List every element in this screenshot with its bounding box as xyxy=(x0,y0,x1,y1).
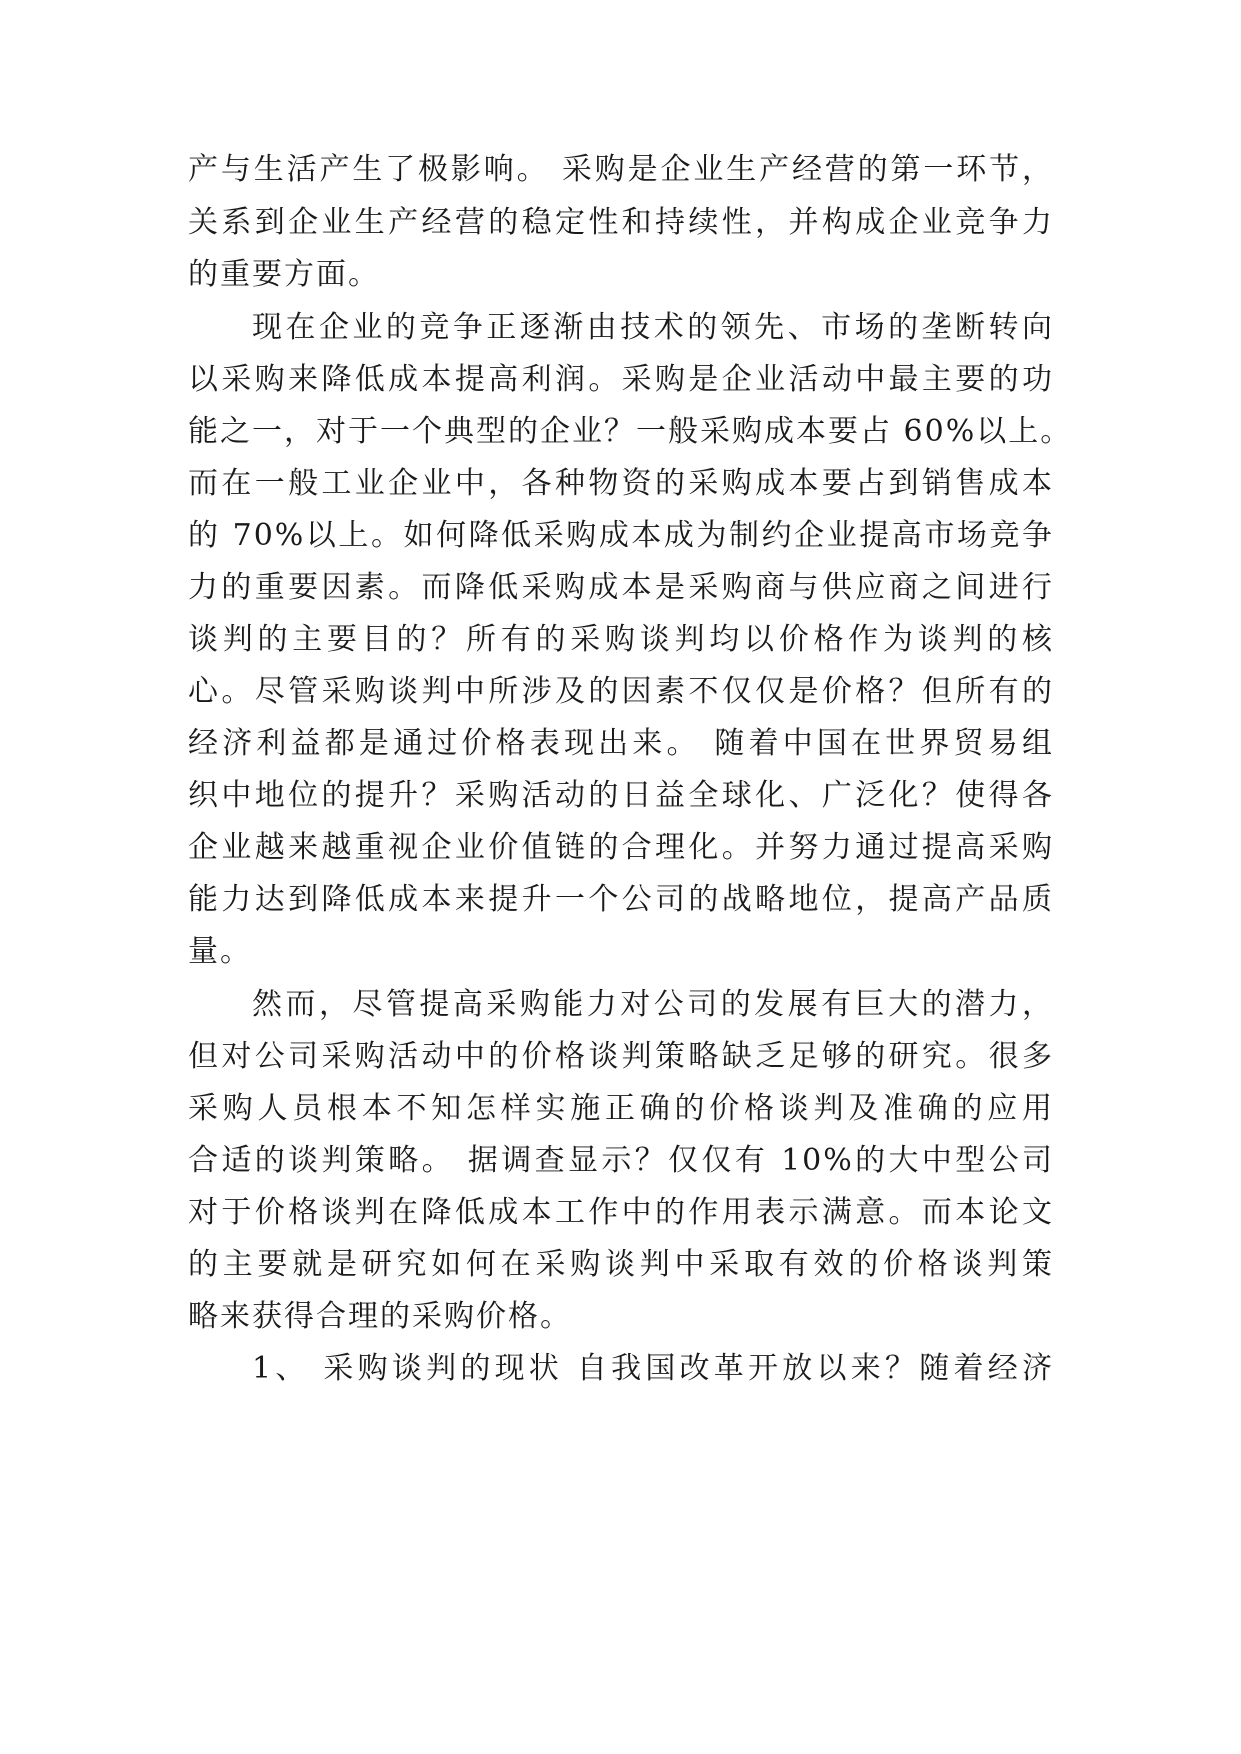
text-line: 的 70%以上。如何降低采购成本成为制约企业提高市场竞争 xyxy=(188,518,1054,553)
text-line: 而在一般工业企业中，各种物资的采购成本要占到销售成本 xyxy=(188,466,1054,501)
text-line: 对于价格谈判在降低成本工作中的作用表示满意。而本论文 xyxy=(188,1195,1054,1230)
text-line: 但对公司采购活动中的价格谈判策略缺乏足够的研究。很多 xyxy=(188,1039,1054,1074)
text-line: 关系到企业生产经营的稳定性和持续性，并构成企业竞争力 xyxy=(188,205,1054,240)
text-line: 织中地位的提升？采购活动的日益全球化、广泛化？使得各 xyxy=(188,778,1054,813)
text-line: 合适的谈判策略。 据调查显示？仅仅有 10%的大中型公司 xyxy=(188,1143,1054,1178)
text-line: 能之一，对于一个典型的企业？一般采购成本要占 60%以上。 xyxy=(188,414,1073,449)
text-line: 力的重要因素。而降低采购成本是采购商与供应商之间进行 xyxy=(188,570,1054,605)
text-line: 心。尽管采购谈判中所涉及的因素不仅仅是价格？但所有的 xyxy=(188,674,1054,709)
text-line: 企业越来越重视企业价值链的合理化。并努力通过提高采购 xyxy=(188,830,1054,865)
text-line: 经济利益都是通过价格表现出来。 随着中国在世界贸易组 xyxy=(188,726,1054,761)
text-line: 1、 采购谈判的现状 自我国改革开放以来？随着经济 xyxy=(252,1351,1054,1386)
text-line: 然而，尽管提高采购能力对公司的发展有巨大的潜力， xyxy=(252,987,1054,1022)
text-line: 采购人员根本不知怎样实施正确的价格谈判及准确的应用 xyxy=(188,1091,1054,1126)
text-line: 能力达到降低成本来提升一个公司的战略地位，提高产品质 xyxy=(188,882,1054,917)
text-line: 的重要方面。 xyxy=(188,257,380,292)
text-line: 谈判的主要目的？所有的采购谈判均以价格作为谈判的核 xyxy=(188,622,1054,657)
text-line: 的主要就是研究如何在采购谈判中采取有效的价格谈判策 xyxy=(188,1247,1054,1282)
text-line: 现在企业的竞争正逐渐由技术的领先、市场的垄断转向 xyxy=(252,310,1054,345)
text-line: 略来获得合理的采购价格。 xyxy=(188,1299,572,1334)
text-line: 量。 xyxy=(188,934,252,969)
text-line: 产与生活产生了极影响。 采购是企业生产经营的第一环节， xyxy=(188,152,1054,187)
text-line: 以采购来降低成本提高利润。采购是企业活动中最主要的功 xyxy=(188,362,1054,397)
